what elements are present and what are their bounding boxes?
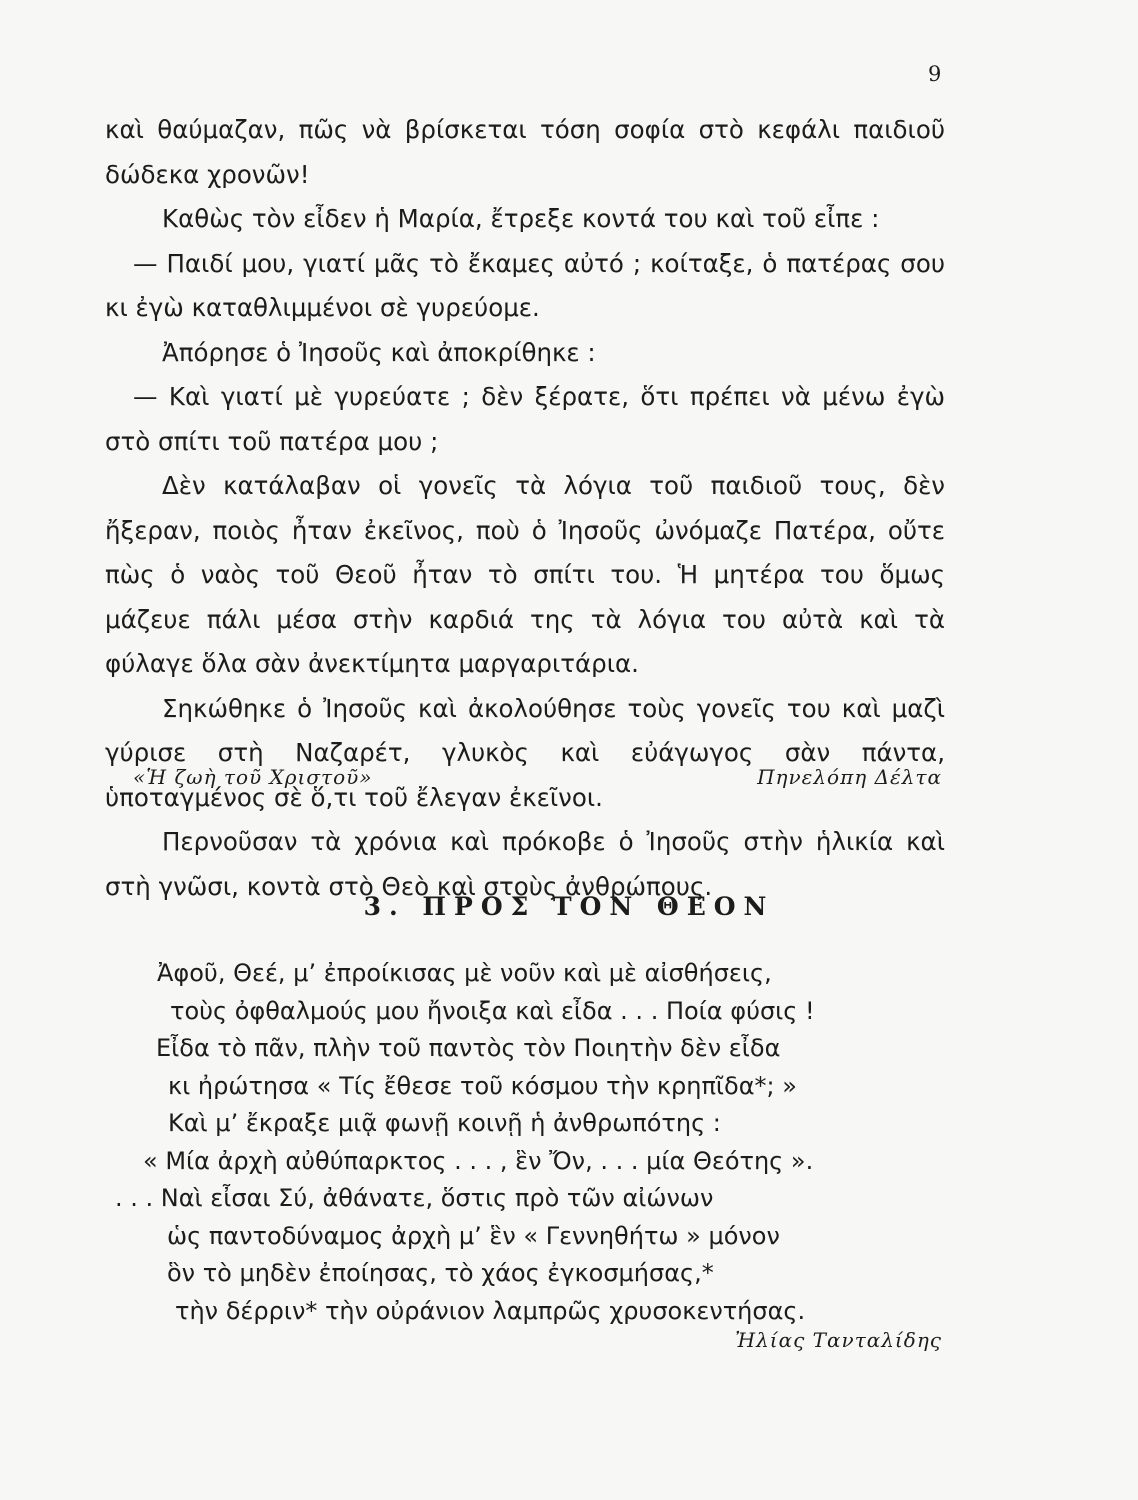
poem-line: ὡς παντοδύναμος ἀρχὴ μ’ ἓν « Γεννηθήτω » μόνον (167, 1221, 780, 1250)
paragraph: Καθὼς τὸν εἶδεν ἡ Μαρία, ἔτρεξε κοντά του καὶ τοῦ εἶπε : (162, 204, 880, 233)
poem-line: Εἶδα τὸ πᾶν, πλὴν τοῦ παντὸς τὸν Ποιητὴν δὲν εἶδα (156, 1034, 781, 1062)
poem-line: ὃν τὸ μηδὲν ἐποίησας, τὸ χάος ἐγκοσμήσας,* (167, 1259, 714, 1287)
paragraph: καὶ θαύμαζαν, πῶς νὰ βρίσκεται τόση σοφία στὸ κεφάλι παιδιοῦ δώδεκα χρονῶν! (105, 115, 945, 189)
paragraph: Περνοῦσαν τὰ χρόνια καὶ πρόκοβε ὁ Ἰησοῦς στὴν ἡλικία καὶ στὴ γνῶσι, κοντὰ στὸ Θεὸ καὶ στοὺς ἀνθρώπους. (105, 827, 945, 901)
dialogue-paragraph: — Παιδί μου, γιατί μᾶς τὸ ἔκαμες αὐτό ; κοίταξε, ὁ πατέρας σου κι ἐγὼ καταθλιμμένοι σὲ γυρεύομε. (105, 248, 945, 322)
poem-line: Καὶ μ’ ἔκραξε μιᾷ φωνῇ κοινῇ ἡ ἀνθρωπότης : (168, 1109, 721, 1137)
poem-author: Ἠλίας Τανταλίδης (735, 1328, 942, 1352)
page-number: 9 (928, 62, 942, 86)
paragraph: Ἀπόρησε ὁ Ἰησοῦς καὶ ἀποκρίθηκε : (162, 337, 596, 367)
poem-line: τοὺς ὀφθαλμούς μου ἤνοιξα καὶ εἶδα . . . Ποία φύσις ! (170, 996, 815, 1025)
paragraph: Δὲν κατάλαβαν οἱ γονεῖς τὰ λόγια τοῦ παιδιοῦ τους, δὲν ἤξεραν, ποιὸς ἦταν ἐκεῖνος, ποὺ ὁ Ἰησοῦς ὠνόμαζε Πατέρα, οὔτε πὼς ὁ ναὸς τοῦ Θεοῦ ἦταν τὸ σπίτι του. Ἡ μητέρα του ὅμως μάζευε πάλι μέσα στὴν καρδιά της τὰ λόγια του αὐτὰ καὶ τὰ φύλαγε ὅλα σὰν ἀνεκτίμητα μαργαριτάρια. (105, 471, 945, 678)
citation-work-title: «Ἡ ζωὴ τοῦ Χριστοῦ» (133, 765, 373, 789)
paragraph: Σηκώθηκε ὁ Ἰησοῦς καὶ ἀκολούθησε τοὺς γονεῖς του καὶ μαζὶ γύρισε στὴ Ναζαρέτ, γλυκὸς καὶ εὐάγωγος σὰν πάντα, ὑποταγμένος σὲ ὅ,τι τοῦ ἔλεγαν ἐκεῖνοι. (105, 693, 945, 812)
dialogue-paragraph: — Καὶ γιατί μὲ γυρεύατε ; δὲν ξέρατε, ὅτι πρέπει νὰ μένω ἐγὼ στὸ σπίτι τοῦ πατέρα μου ; (105, 382, 945, 456)
poem-line: « Μία ἀρχὴ αὐθύπαρκτος . . . , ἓν Ὄν, . . . μία Θεότης ». (143, 1146, 814, 1175)
poem-line: κι ἠρώτησα « Τίς ἔθεσε τοῦ κόσμου τὴν κρηπῖδα*; » (168, 1071, 797, 1100)
poem-line: Ἀφοῦ, Θεέ, μ’ ἐπροίκισας μὲ νοῦν καὶ μὲ αἰσθήσεις, (157, 959, 772, 987)
poem-line: . . . Ναὶ εἶσαι Σύ, ἀθάνατε, ὅστις πρὸ τῶν αἰώνων (115, 1184, 714, 1212)
section-title: 3. ΠΡΟΣ ΤΟΝ ΘΕΟΝ (363, 892, 775, 921)
poem-line: τὴν δέρριν* τὴν οὐράνιον λαμπρῶς χρυσοκεντήσας. (175, 1296, 806, 1325)
citation-author: Πηνελόπη Δέλτα (757, 765, 942, 789)
poem (115, 955, 915, 1330)
